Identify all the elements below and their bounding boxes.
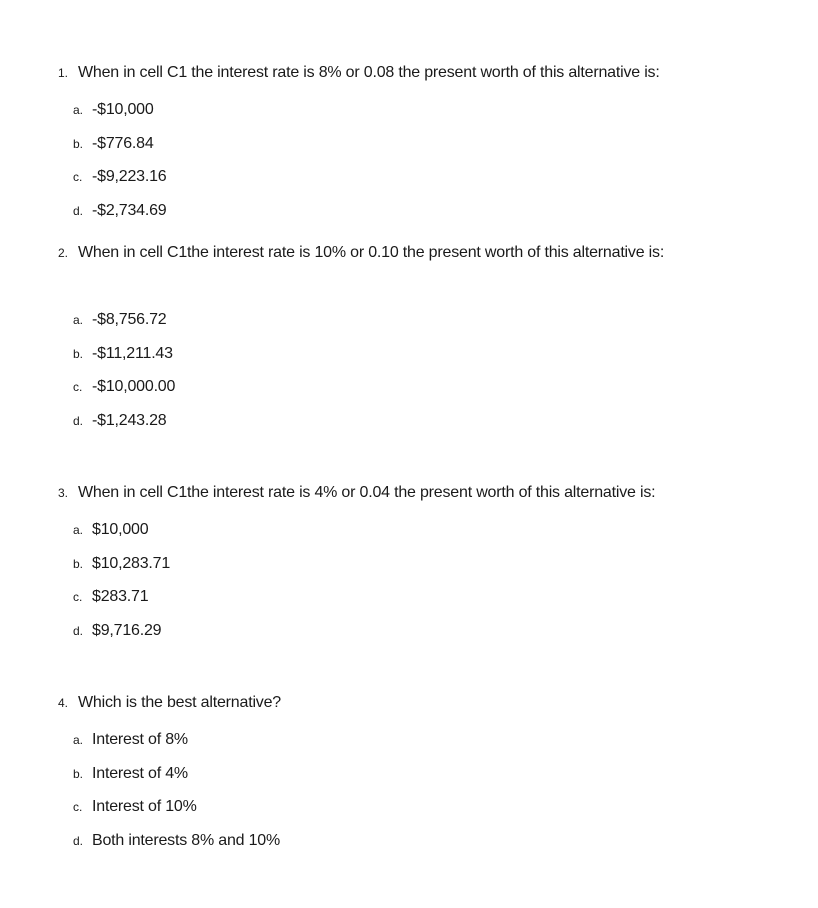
option-letter: c. (73, 170, 83, 184)
option-text: -$1,243.28 (92, 411, 167, 429)
question-number: 1. (58, 66, 69, 80)
option-text: Both interests 8% and 10% (92, 831, 281, 849)
question-2-options (73, 311, 175, 445)
option-4a[interactable] (73, 731, 280, 765)
option-letter: d. (73, 413, 84, 428)
question-4-prompt (58, 694, 798, 712)
option-text: -$2,734.69 (92, 201, 167, 219)
question-number: 4. (58, 696, 69, 710)
question-3-options (73, 521, 170, 655)
option-2c[interactable] (73, 378, 175, 412)
option-text: $10,000 (92, 521, 149, 538)
option-3b[interactable] (73, 555, 170, 589)
option-4b[interactable] (73, 765, 280, 799)
option-letter: c. (73, 590, 83, 604)
question-2 (58, 244, 798, 262)
option-text: -$10,000 (92, 101, 154, 118)
option-letter: c. (73, 380, 83, 394)
option-3a[interactable] (73, 521, 170, 555)
question-3-prompt (58, 484, 798, 502)
option-text: -$8,756.72 (92, 311, 167, 328)
option-text: -$11,211.43 (92, 344, 173, 362)
question-2-prompt (58, 244, 798, 262)
question-1 (58, 64, 798, 82)
option-2a[interactable] (73, 311, 175, 345)
option-2d[interactable] (73, 412, 175, 446)
option-1a[interactable] (73, 101, 167, 135)
question-number: 2. (58, 246, 69, 260)
option-1c[interactable] (73, 168, 167, 202)
option-4d[interactable] (73, 832, 280, 866)
question-text: When in cell C1the interest rate is 4% or 0.04 the present worth of this alternative is: (78, 484, 656, 501)
option-letter: d. (73, 833, 84, 848)
question-4-options (73, 731, 280, 865)
question-number: 3. (58, 486, 69, 500)
question-4 (58, 694, 798, 712)
option-2b[interactable] (73, 345, 175, 379)
option-letter: b. (73, 766, 84, 781)
question-1-prompt (58, 64, 798, 82)
question-text: When in cell C1 the interest rate is 8% or 0.08 the present worth of this alternative is: (78, 64, 660, 81)
question-text: When in cell C1the interest rate is 10% or 0.10 the present worth of this alternative is: (78, 244, 665, 261)
option-letter: b. (73, 556, 84, 571)
option-letter: d. (73, 203, 84, 218)
option-text: Interest of 10% (92, 798, 197, 815)
option-letter: a. (73, 103, 84, 117)
option-text: $9,716.29 (92, 621, 162, 639)
option-letter: a. (73, 313, 84, 327)
question-3 (58, 484, 798, 502)
option-letter: b. (73, 136, 84, 151)
option-text: $10,283.71 (92, 554, 171, 572)
option-text: -$10,000.00 (92, 378, 176, 395)
option-letter: c. (73, 800, 83, 814)
question-text: Which is the best alternative? (78, 694, 281, 711)
option-text: $283.71 (92, 588, 149, 605)
option-1d[interactable] (73, 202, 167, 236)
option-letter: d. (73, 623, 84, 638)
option-text: -$776.84 (92, 134, 154, 152)
option-text: Interest of 8% (92, 731, 188, 748)
option-letter: a. (73, 523, 84, 537)
option-4c[interactable] (73, 798, 280, 832)
option-3c[interactable] (73, 588, 170, 622)
option-3d[interactable] (73, 622, 170, 656)
option-letter: b. (73, 346, 84, 361)
option-1b[interactable] (73, 135, 167, 169)
question-1-options (73, 101, 167, 235)
option-letter: a. (73, 733, 84, 747)
option-text: -$9,223.16 (92, 168, 167, 185)
option-text: Interest of 4% (92, 764, 188, 782)
